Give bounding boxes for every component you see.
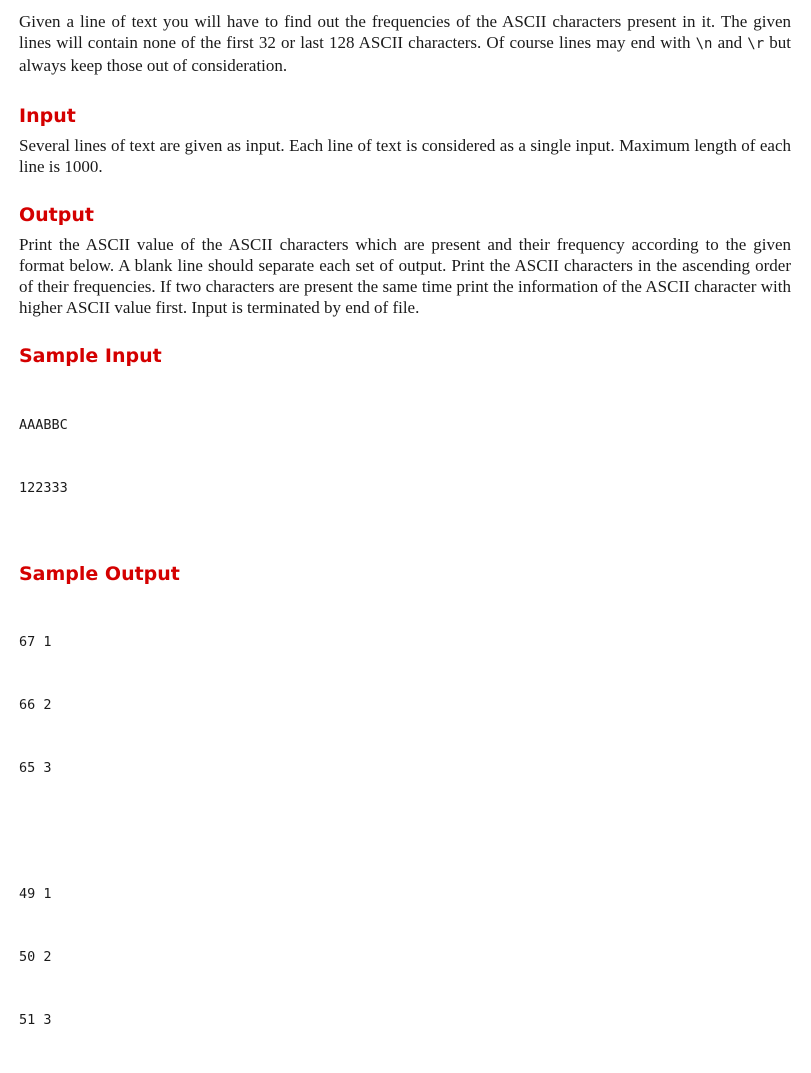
input-heading: Input — [19, 105, 76, 127]
intro-paragraph — [19, 11, 791, 76]
blank-separator-line — [19, 821, 791, 842]
sample-output-line: 65 3 — [19, 760, 52, 776]
and-word: and — [712, 33, 748, 52]
sample-input-block — [19, 373, 791, 541]
output-paragraph: Print the ASCII value of the ASCII characters which are present and their frequency according to the given format below. A blank line should separate each set of output. Print the ASCII characters in the ascending order of their frequencies. If two characters are present the same time print the information of the ASCII character with higher ASCII value first. Input is terminated by end of file. — [19, 235, 791, 317]
sample-output-line: 51 3 — [19, 1012, 52, 1028]
sample-output-line: 49 1 — [19, 886, 52, 902]
carriage-return-code: \r — [747, 36, 765, 52]
sample-input-line: AAABBC — [19, 417, 68, 433]
output-heading: Output — [19, 204, 94, 226]
intro-line-2: given lines will contain none of the first 32 or last 128 ASCII characters. Of course lines may end with — [19, 12, 792, 52]
sample-output-block — [19, 590, 791, 1073]
problem-statement — [19, 8, 791, 1073]
sample-input-line: 122333 — [19, 480, 68, 496]
sample-output-line: 67 1 — [19, 634, 52, 650]
sample-output-line: 66 2 — [19, 697, 52, 713]
sample-output-line: 50 2 — [19, 949, 52, 965]
intro-line-1: Given a line of text you will have to find out the frequencies of the ASCII characters present in it. The — [19, 12, 748, 31]
sample-input-heading: Sample Input — [19, 345, 162, 367]
intro-line-3-tail: but always keep those out of consideration. — [19, 33, 791, 75]
sample-output-heading: Sample Output — [19, 563, 180, 585]
newline-code: \n — [695, 36, 713, 52]
input-paragraph: Several lines of text are given as input. Each line of text is considered as a single input. Maximum length of each line is 1000. — [19, 136, 791, 176]
